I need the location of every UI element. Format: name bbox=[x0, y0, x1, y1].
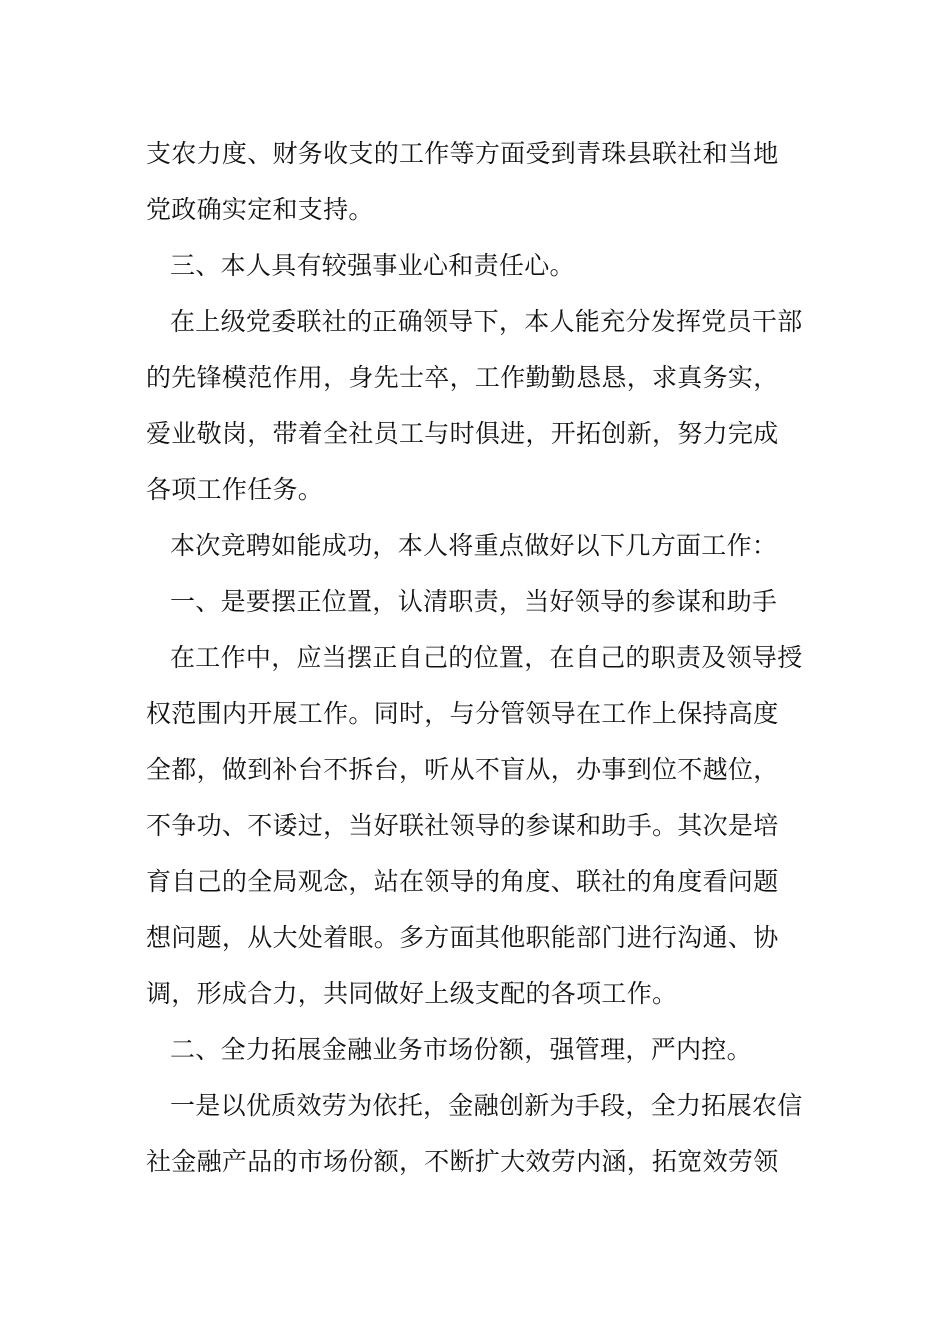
text-line: 在工作中，应当摆正自己的位置，在自己的职责及领导授 bbox=[170, 643, 803, 672]
section-heading: 一、是要摆正位置，认清职责，当好领导的参谋和助手 bbox=[170, 587, 778, 616]
text-line: 党政确实定和支持。 bbox=[146, 195, 374, 224]
text-line: 在上级党委联社的正确领导下，本人能充分发挥党员干部 bbox=[170, 307, 803, 336]
text-line: 想问题，从大处着眼。多方面其他职能部门进行沟通、协 bbox=[146, 923, 779, 952]
text-line: 社金融产品的市场份额，不断扩大效劳内涵，拓宽效劳领 bbox=[146, 1147, 779, 1176]
text-line: 支农力度、财务收支的工作等方面受到青珠县联社和当地 bbox=[146, 139, 779, 168]
text-line: 全都，做到补台不拆台，听从不盲从，办事到位不越位， bbox=[146, 755, 779, 784]
text-line: 育自己的全局观念，站在领导的角度、联社的角度看问题 bbox=[146, 867, 779, 896]
text-line: 不争功、不诿过，当好联社领导的参谋和助手。其次是培 bbox=[146, 811, 779, 840]
text-line: 各项工作任务。 bbox=[146, 475, 324, 504]
text-line: 调，形成合力，共同做好上级支配的各项工作。 bbox=[146, 979, 678, 1008]
text-line: 一是以优质效劳为依托，金融创新为手段，全力拓展农信 bbox=[170, 1091, 803, 1120]
section-heading: 二、全力拓展金融业务市场份额，强管理，严内控。 bbox=[170, 1035, 752, 1064]
text-line: 的先锋模范作用，身先士卒，工作勤勤恳恳，求真务实， bbox=[146, 363, 779, 392]
text-line: 爱业敬岗，带着全社员工与时俱进，开拓创新，努力完成 bbox=[146, 419, 779, 448]
text-line: 本次竞聘如能成功，本人将重点做好以下几方面工作： bbox=[170, 531, 778, 560]
section-heading: 三、本人具有较强事业心和责任心。 bbox=[170, 251, 575, 280]
text-line: 权范围内开展工作。同时，与分管领导在工作上保持高度 bbox=[146, 699, 779, 728]
